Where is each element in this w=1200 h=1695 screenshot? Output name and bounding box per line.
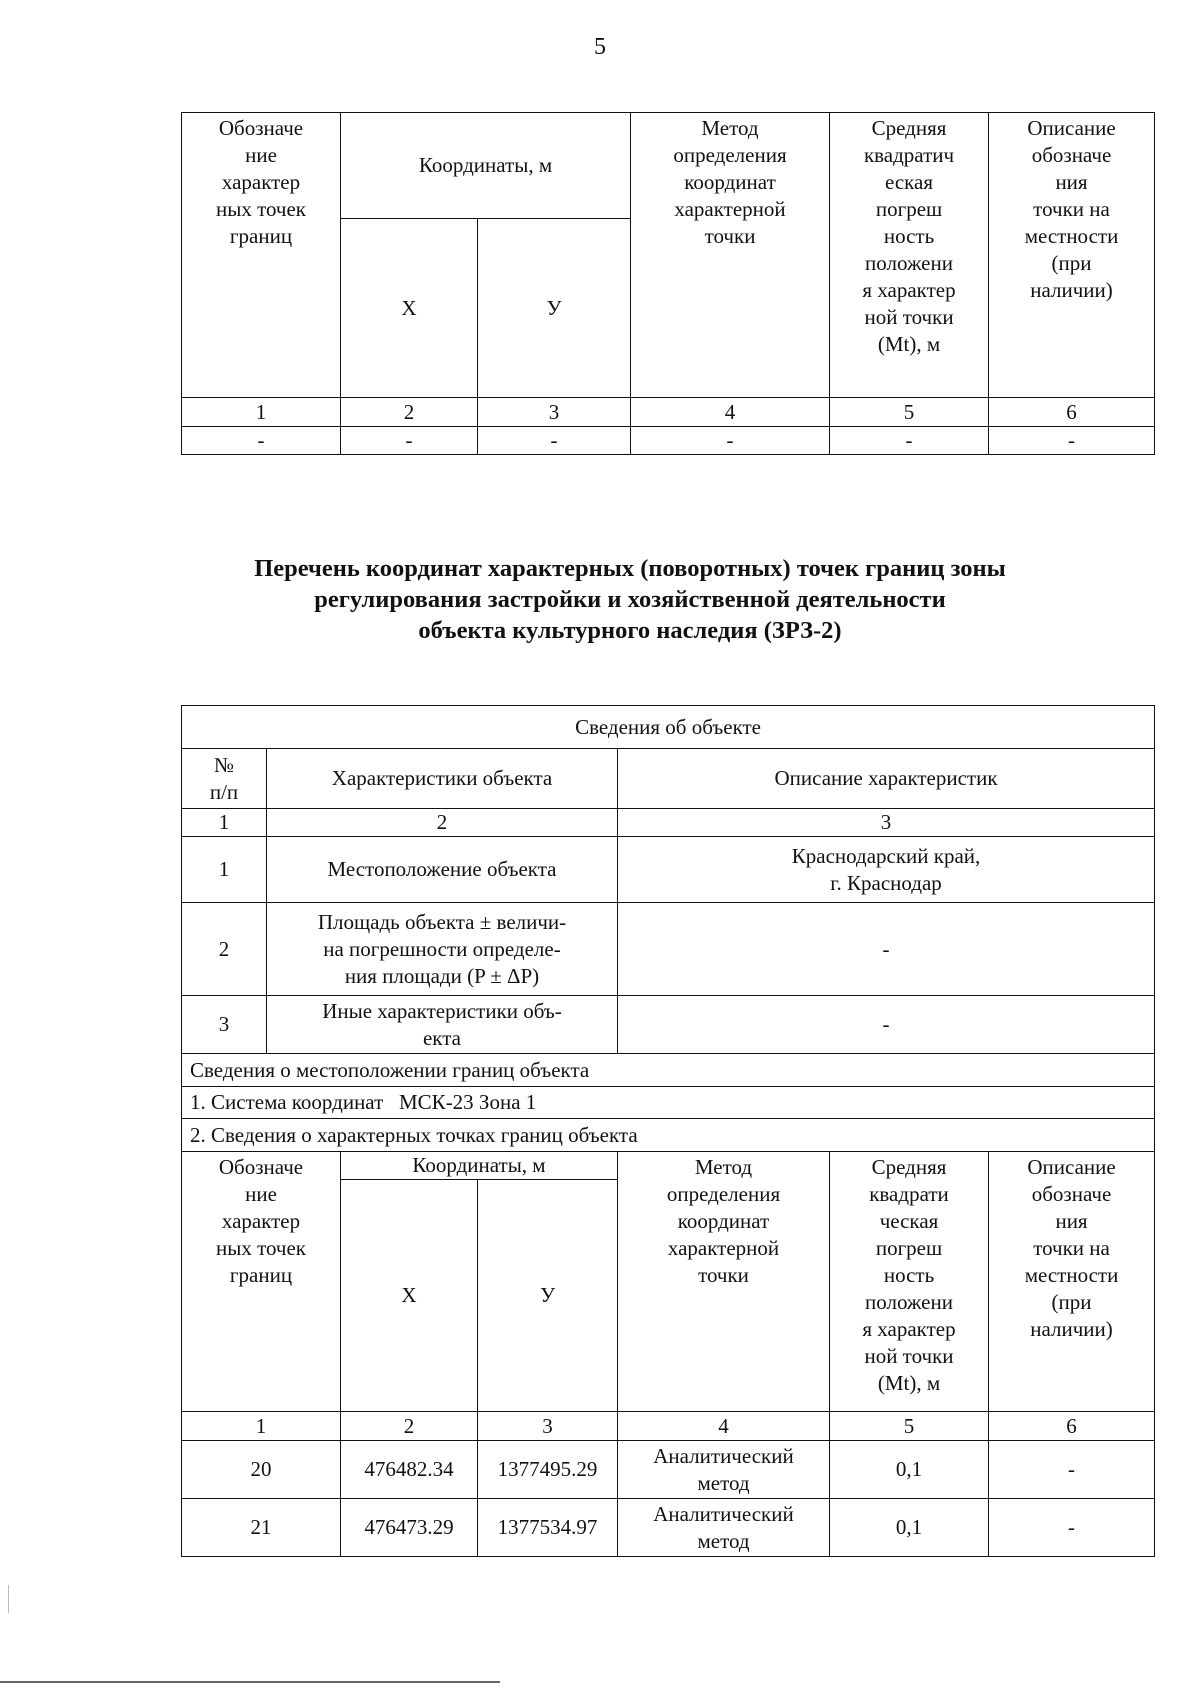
- column-number: 2: [341, 1412, 478, 1441]
- designation-header: Обозначе ние характер ных точек границ: [182, 1152, 341, 1412]
- points-caption: 2. Сведения о характерных точках границ объекта: [182, 1119, 1155, 1152]
- column-number: 4: [631, 398, 830, 427]
- column-number: 1: [182, 1412, 341, 1441]
- characteristic-name: Местоположение объекта: [267, 837, 618, 903]
- column-number: 6: [989, 398, 1155, 427]
- empty-cell: -: [478, 427, 631, 455]
- x-header: X: [341, 1180, 478, 1412]
- point-y: 1377495.29: [478, 1441, 618, 1499]
- row-number: 2: [182, 903, 267, 996]
- section-title: Перечень координат характерных (поворотных) точек границ зоны регулирования застройки и хозяйственной деятельности объекта культурного наследия (ЗРЗ-2): [254, 555, 1006, 644]
- point-method: Аналитический метод: [618, 1441, 830, 1499]
- column-number: 4: [618, 1412, 830, 1441]
- method-header: Метод определения координат характерной точки: [618, 1152, 830, 1412]
- coords-header: Координаты, м: [341, 1152, 618, 1180]
- column-number: 1: [182, 809, 267, 837]
- location-caption: Сведения о местоположении границ объекта: [182, 1054, 1155, 1087]
- coords-header: Координаты, м: [341, 113, 631, 219]
- point-x: 476473.29: [341, 1499, 478, 1557]
- empty-cell: -: [341, 427, 478, 455]
- error-header: Средняя квадратич еская погреш ность положени я характер ной точки (Mt), м: [830, 113, 989, 398]
- point-mt: 0,1: [830, 1499, 989, 1557]
- column-number: 3: [618, 809, 1155, 837]
- point-x: 476482.34: [341, 1441, 478, 1499]
- point-y: 1377534.97: [478, 1499, 618, 1557]
- row-number: 1: [182, 837, 267, 903]
- description-header: Описание обозначе ния точки на местности (при наличии): [989, 1152, 1155, 1412]
- description-header: Описание обозначе ния точки на местности (при наличии): [989, 113, 1155, 398]
- scan-mark: [8, 1585, 9, 1613]
- row-number: 3: [182, 996, 267, 1054]
- object-caption: Сведения об объекте: [182, 706, 1155, 749]
- empty-cell: -: [989, 427, 1155, 455]
- number-header: № п/п: [182, 749, 267, 809]
- point-description: -: [989, 1499, 1155, 1557]
- characteristics-header: Характеристики объекта: [267, 749, 618, 809]
- column-number: 5: [830, 398, 989, 427]
- column-number: 1: [182, 398, 341, 427]
- column-number: 2: [341, 398, 478, 427]
- description-header: Описание характеристик: [618, 749, 1155, 809]
- characteristic-value: -: [618, 903, 1155, 996]
- empty-cell: -: [631, 427, 830, 455]
- point-method: Аналитический метод: [618, 1499, 830, 1557]
- empty-cell: -: [830, 427, 989, 455]
- column-number: 6: [989, 1412, 1155, 1441]
- characteristic-value: Краснодарский край, г. Краснодар: [618, 837, 1155, 903]
- column-number: 5: [830, 1412, 989, 1441]
- point-description: -: [989, 1441, 1155, 1499]
- column-number: 2: [267, 809, 618, 837]
- point-mt: 0,1: [830, 1441, 989, 1499]
- point-id: 21: [182, 1499, 341, 1557]
- characteristic-value: -: [618, 996, 1155, 1054]
- method-header: Метод определения координат характерной точки: [631, 113, 830, 398]
- empty-cell: -: [182, 427, 341, 455]
- x-header: X: [341, 219, 478, 398]
- error-header: Средняя квадрати ческая погреш ность положени я характер ной точки (Mt), м: [830, 1152, 989, 1412]
- y-header: У: [478, 219, 631, 398]
- point-id: 20: [182, 1441, 341, 1499]
- designation-header: Обозначе ние характер ных точек границ: [182, 113, 341, 398]
- bottom-rule: [0, 1681, 500, 1683]
- y-header: У: [478, 1180, 618, 1412]
- object-info-table: [181, 705, 1155, 1557]
- column-number: 3: [478, 398, 631, 427]
- table-row: [182, 1441, 1155, 1499]
- characteristic-name: Площадь объекта ± величи- на погрешности определе- ния площади (P ± ΔP): [267, 903, 618, 996]
- top-points-table: [181, 112, 1155, 455]
- characteristic-name: Иные характеристики объ- екта: [267, 996, 618, 1054]
- column-number: 3: [478, 1412, 618, 1441]
- coordinate-system: 1. Система координат МСК-23 Зона 1: [182, 1087, 1155, 1119]
- page-number: 5: [594, 34, 606, 60]
- table-row: [182, 1499, 1155, 1557]
